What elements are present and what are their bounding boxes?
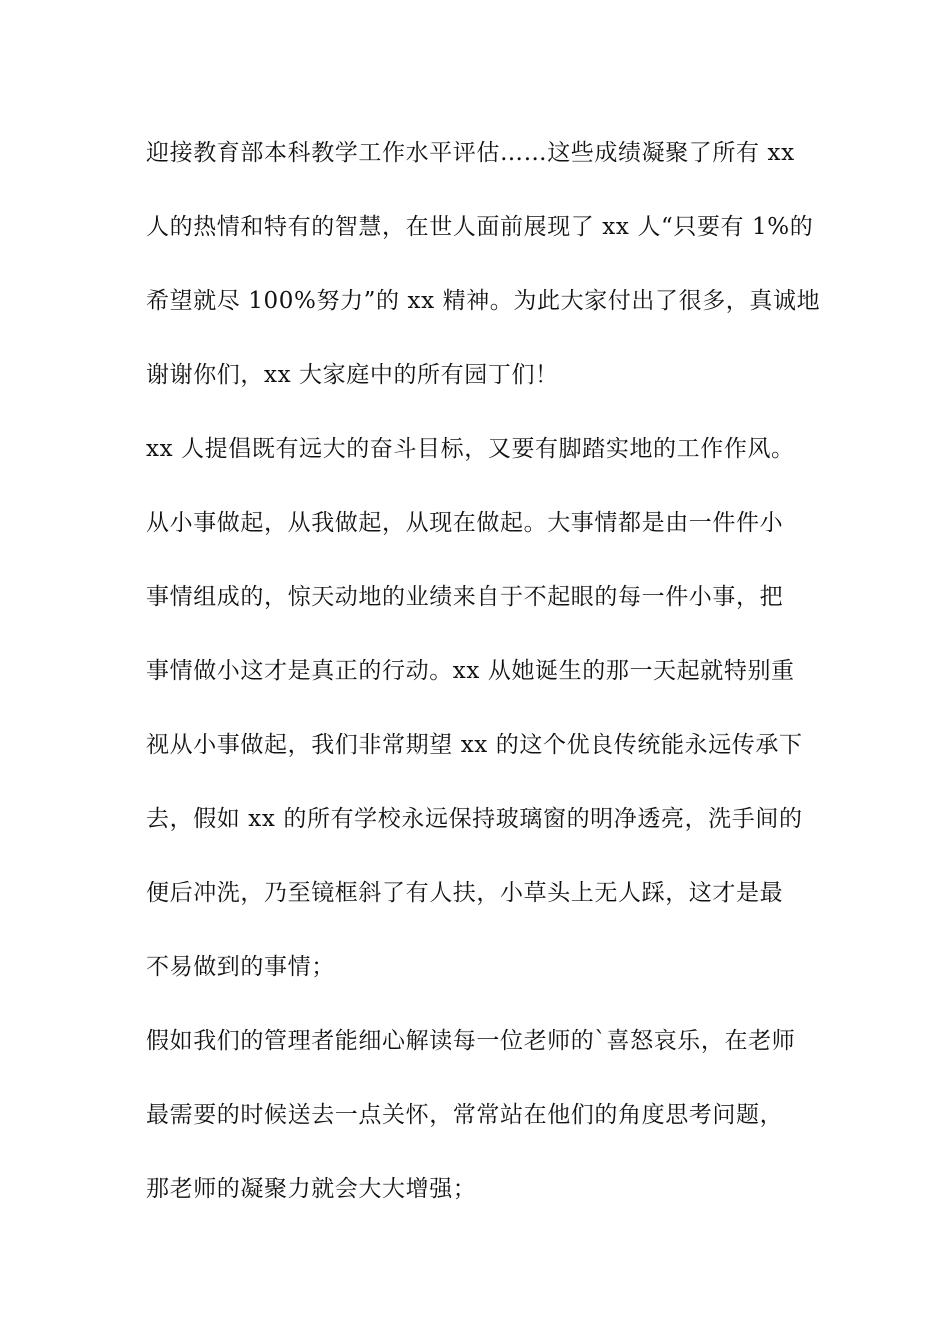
text-line: 谢谢你们，xx 大家庭中的所有园丁们！ xyxy=(146,362,559,388)
text-line: 希望就尽 100%努力”的 xx 精神。为此大家付出了很多，真诚地 xyxy=(146,288,821,314)
body-text xyxy=(146,126,821,1236)
text-line: 视从小事做起，我们非常期望 xx 的这个优良传统能永远传承下 xyxy=(146,732,803,758)
text-line: 事情组成的，惊天动地的业绩来自于不起眼的每一件小事，把 xyxy=(146,584,784,610)
text-line: 假如我们的管理者能细心解读每一位老师的`喜怒哀乐，在老师 xyxy=(146,1028,796,1054)
text-line: 事情做小这才是真正的行动。xx 从她诞生的那一天起就特别重 xyxy=(146,658,795,684)
text-line: 便后冲洗，乃至镜框斜了有人扶，小草头上无人踩，这才是最 xyxy=(146,880,784,906)
text-line: 从小事做起，从我做起，从现在做起。大事情都是由一件件小 xyxy=(146,510,784,536)
text-line: 最需要的时候送去一点关怀，常常站在他们的角度思考问题， xyxy=(146,1102,784,1128)
text-line: xx 人提倡既有远大的奋斗目标，又要有脚踏实地的工作作风。 xyxy=(146,436,795,462)
text-line: 迎接教育部本科教学工作水平评估……这些成绩凝聚了所有 xx xyxy=(146,140,795,166)
text-line: 去，假如 xx 的所有学校永远保持玻璃窗的明净透亮，洗手间的 xyxy=(146,806,803,832)
text-line: 那老师的凝聚力就会大大增强； xyxy=(146,1176,477,1202)
text-line: 不易做到的事情； xyxy=(146,954,335,980)
text-line: 人的热情和特有的智慧，在世人面前展现了 xx 人“只要有 1%的 xyxy=(146,214,814,240)
